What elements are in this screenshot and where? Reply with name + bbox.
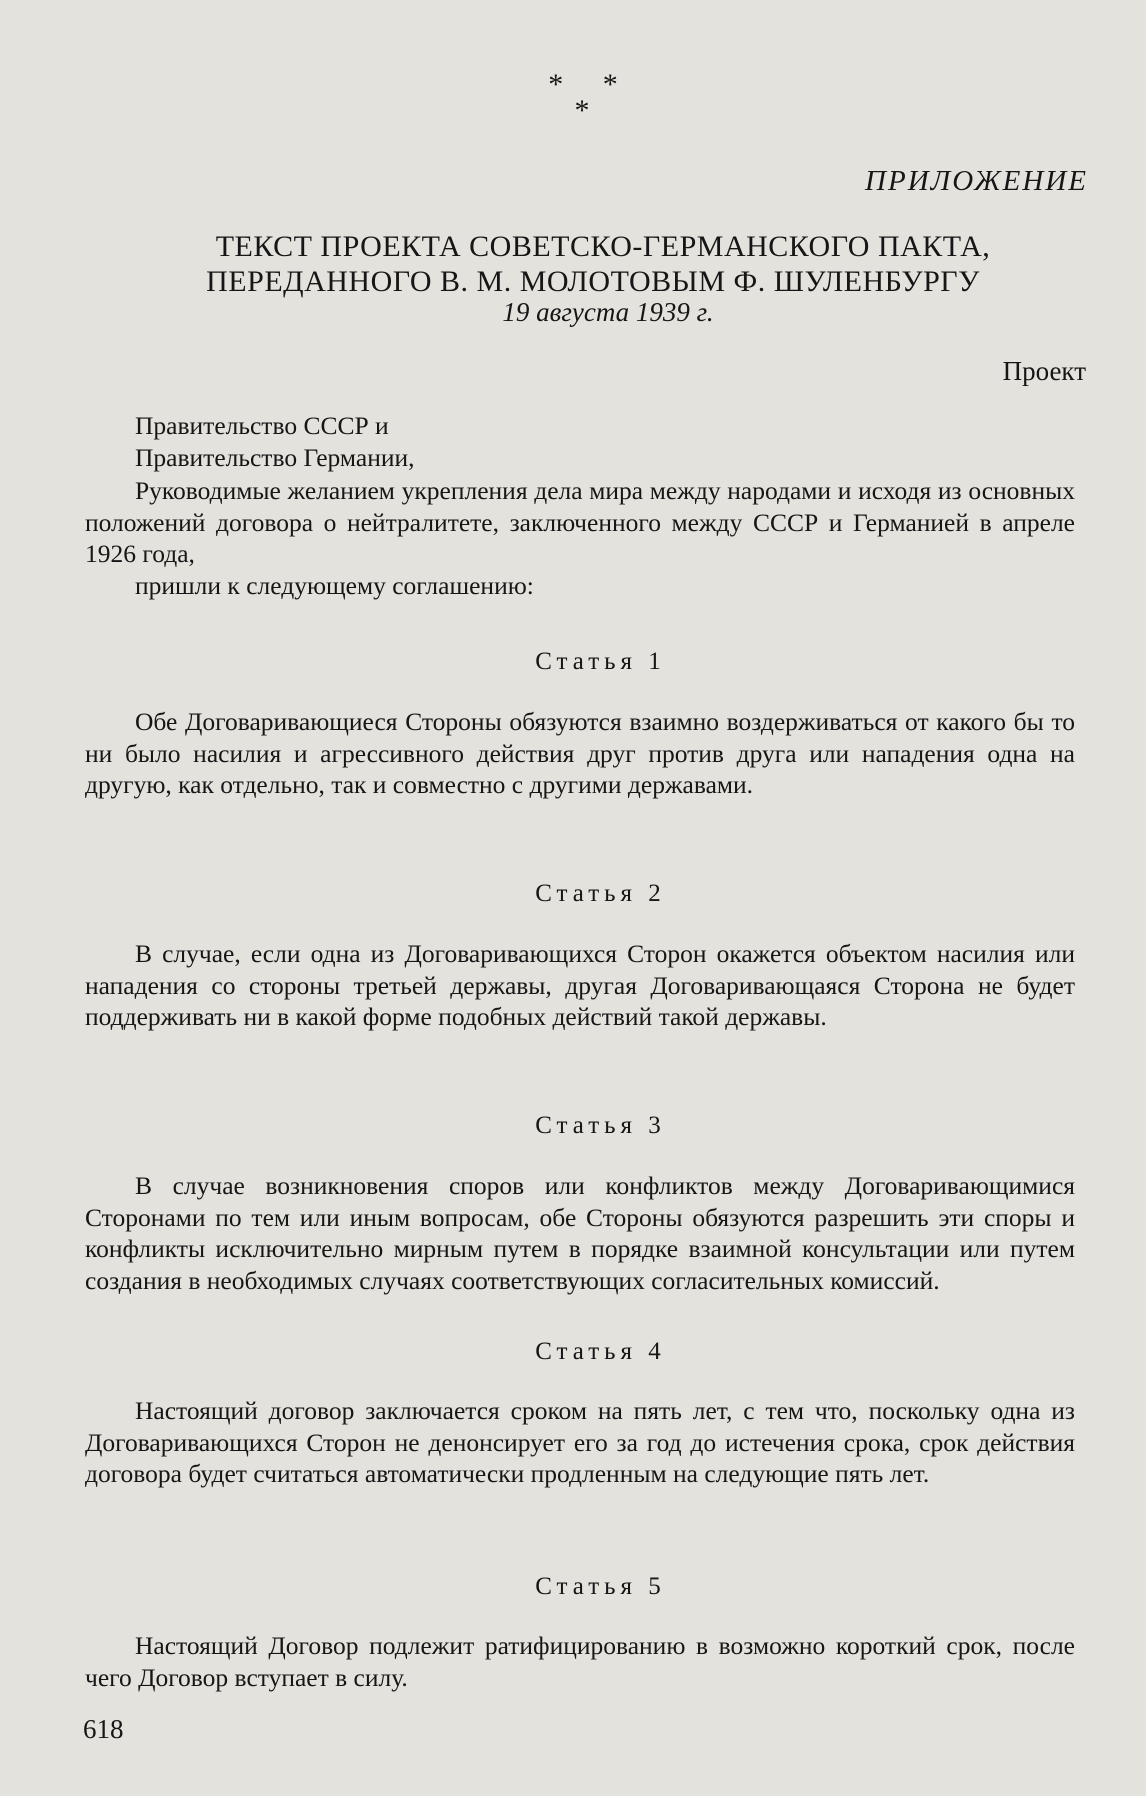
article-1-heading: Статья 1 (535, 648, 666, 675)
parties-line-2: Правительство Германии, (135, 443, 415, 472)
ornament-star-bottom: * (574, 94, 590, 127)
title-line-2: ПЕРЕДАННОГО В. М. МОЛОТОВЫМ Ф. ШУЛЕНБУРГУ (206, 265, 980, 298)
article-2-heading: Статья 2 (535, 880, 666, 907)
preamble-agreement: пришли к следующему соглашению: (135, 571, 534, 600)
ornament-stars-top: * * (548, 68, 634, 101)
page-number: 618 (83, 1714, 124, 1744)
article-5-text: Настоящий Договор подлежит ратифицированию в возможно короткий срок, после чего Договор вступает в силу. (85, 1631, 1075, 1692)
title-line-1: ТЕКСТ ПРОЕКТА СОВЕТСКО-ГЕРМАНСКОГО ПАКТА, (215, 230, 991, 263)
article-3-text: В случае возникновения споров или конфликтов между Договаривающимися Сторонами по тем или иным вопросам, обе Стороны обязуются разрешить эти споры и конфликты исключительно мирным путем в порядке взаимной консультации или путем создания в необходимых случаях соответствующих согласительных комиссий. (85, 1171, 1075, 1295)
appendix-label: ПРИЛОЖЕНИЕ (865, 165, 1088, 197)
article-5-heading: Статья 5 (535, 1573, 666, 1600)
document-date: 19 августа 1939 г. (502, 297, 714, 327)
article-4-heading: Статья 4 (535, 1338, 666, 1365)
article-2-text: В случае, если одна из Договаривающихся Сторон окажется объектом насилия или нападения со стороны третьей державы, другая Договаривающаяся Сторона не будет поддерживать ни в какой форме подобных действий такой державы. (85, 939, 1075, 1031)
article-1-text: Обе Договаривающиеся Стороны обязуются взаимно воздерживаться от какого бы то ни было насилия и агрессивного действия друг против друга или нападения одна на другую, как отдельно, так и совместно с другими державами. (85, 707, 1075, 799)
draft-label: Проект (1002, 356, 1086, 386)
article-3-heading: Статья 3 (535, 1112, 666, 1139)
preamble-paragraph: Руководимые желанием укрепления дела мира между народами и исходя из основных положений договора о нейтралитете, заключенного между СССР и Германией в апреле 1926 года, (85, 476, 1075, 568)
parties-line-1: Правительство СССР и (135, 411, 389, 440)
article-4-text: Настоящий договор заключается сроком на пять лет, с тем что, поскольку одна из Договаривающихся Сторон не денонсирует его за год до истечения срока, срок действия договора будет считаться автоматически продленным на следующие пять лет. (85, 1396, 1075, 1488)
